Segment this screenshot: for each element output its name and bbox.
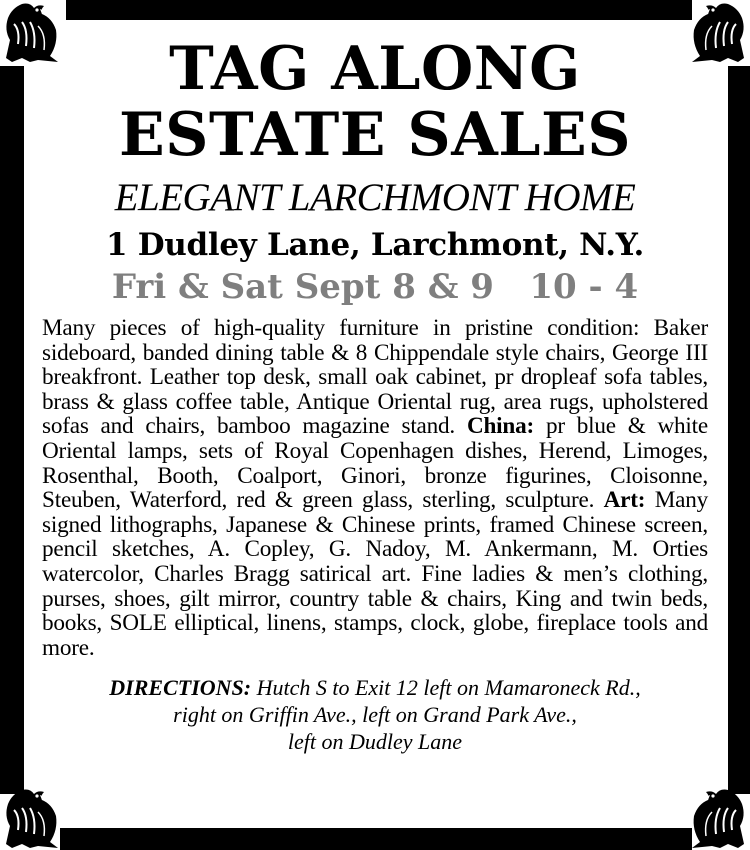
- directions-text-1: Hutch S to Exit 12 left on Mamaroneck Rd.,: [251, 675, 641, 701]
- china-label: China:: [466, 413, 535, 440]
- headline-line-1: TAG ALONG: [169, 34, 581, 104]
- headline-line-2: ESTATE SALES: [118, 100, 632, 170]
- directions-label: DIRECTIONS:: [109, 675, 252, 701]
- directions-line-3: left on Dudley Lane: [287, 729, 463, 755]
- eagle-icon: [0, 786, 62, 850]
- directions-line-2: right on Griffin Ave., left on Grand Park Ave.,: [173, 702, 577, 728]
- china-text: pr blue & white Oriental lamps, sets of Royal Copenhagen dishes, Herend, Limoges, Rosenthal, Booth, Coalport, Ginori, bronze figurines, Cloisonne, Steuben, Waterford, red & green glass, sterling, sculpture.: [42, 413, 709, 514]
- furniture-text: Many pieces of high-quality furniture in pristine condition: Baker sideboard, banded dining table & 8 Chippendale style chairs, George III breakfront. Leather top desk, small oak cabinet, pr dropleaf sofa tables, brass & glass coffee table, Antique Oriental rug, area rugs, upholstered sofas and chairs, bamboo magazine stand.: [42, 315, 708, 440]
- item-description: [42, 316, 708, 660]
- border-top: [66, 0, 692, 20]
- border-bottom: [60, 828, 692, 850]
- sale-dates: Fri & Sat Sept 8 & 9 10 - 4: [111, 267, 639, 307]
- border-right: [728, 66, 750, 794]
- subtitle: ELEGANT LARCHMONT HOME: [114, 176, 636, 219]
- ad-content: [40, 30, 710, 755]
- art-label: Art:: [603, 487, 646, 514]
- sale-address: 1 Dudley Lane, Larchmont, N.Y.: [105, 227, 645, 263]
- directions: [40, 674, 710, 755]
- eagle-icon: [688, 786, 750, 850]
- directions-line-1: [40, 674, 710, 701]
- border-left: [0, 66, 24, 794]
- headline: [40, 36, 710, 168]
- art-text: Many signed lithographs, Japanese & Chinese prints, framed Chinese screen, pencil sketches, A. Copley, G. Nadoy, M. Ankermann, M. Orties watercolor, Charles Bragg satirical art. Fine ladies & men’s clothing, purses, shoes, gilt mirror, country table & chairs, King and twin beds, books, SOLE elliptical, linens, stamps, clock, globe, fireplace tools and more.: [42, 487, 708, 661]
